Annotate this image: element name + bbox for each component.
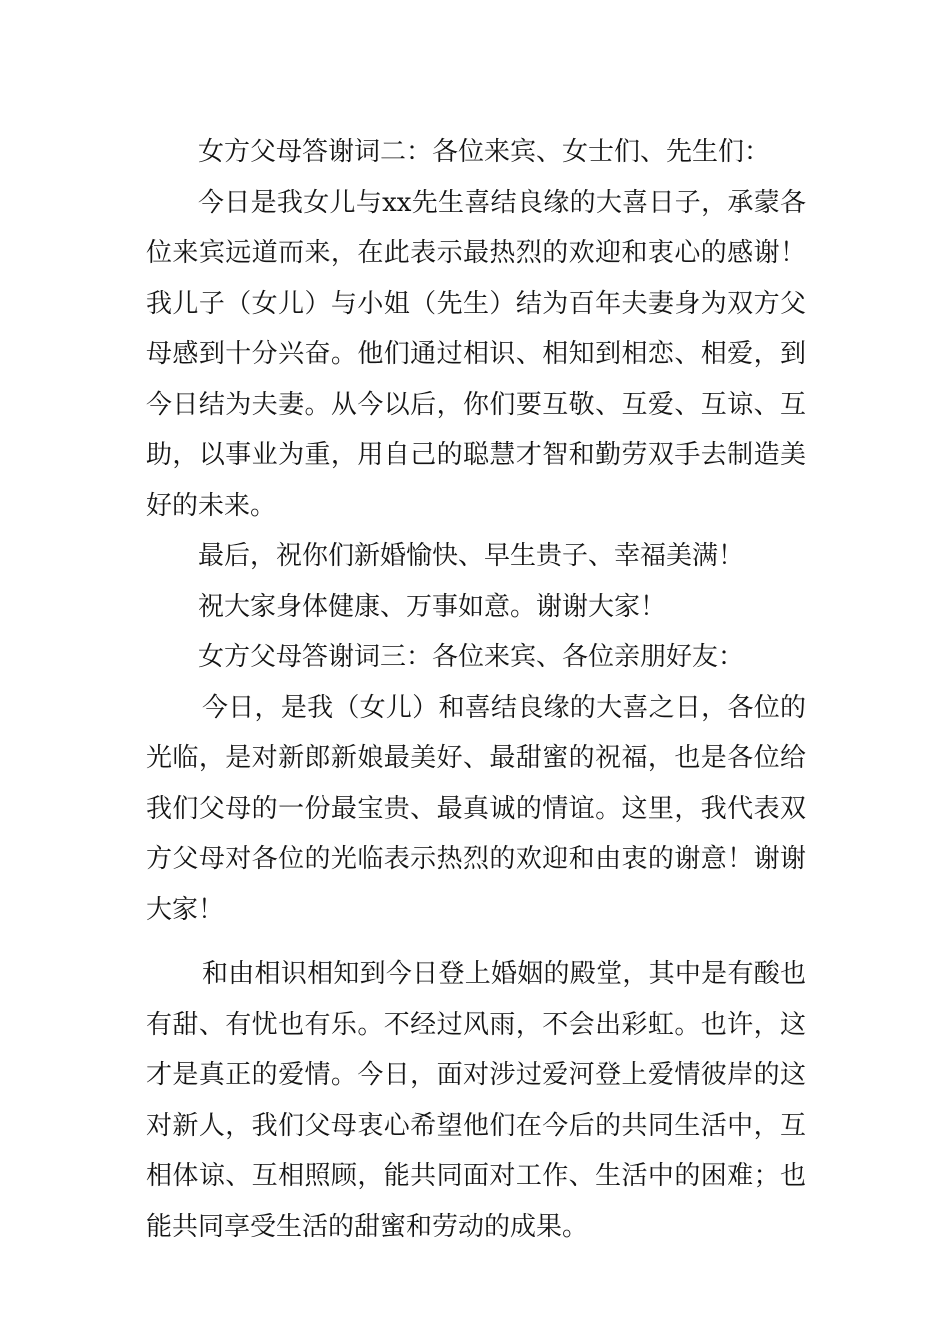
paragraph-heading-speech-two: 女方父母答谢词二：各位来宾、女士们、先生们： xyxy=(198,137,771,167)
paragraph-speech-three-continued: 和由相识相知到今日登上婚姻的殿堂，其中是有酸也有甜、有忧也有乐。不经过风雨，不会出彩虹。也许，这才是真正的爱情。今日，面对涉过爱河登上爱情彼岸的这对新人，我们父母衷心希望他们在今后的共同生活中，互相体谅、互相照顾，能共同面对工作、生活中的困难；也能共同享受生活的甜蜜和劳动的成果。 xyxy=(146,959,806,1242)
paragraph-speech-three-body: 今日，是我（女儿）和喜结良缘的大喜之日，各位的光临，是对新郎新娘最美好、最甜蜜的祝福，也是各位给我们父母的一份最宝贵、最真诚的情谊。这里，我代表双方父母对各位的光临表示热烈的欢迎和由衷的谢意！谢谢大家！ xyxy=(146,692,806,925)
document-body xyxy=(146,127,806,1252)
paragraph-heading-speech-three: 女方父母答谢词三：各位来宾、各位亲朋好友： xyxy=(198,642,745,672)
paragraph-closing-wish: 最后，祝你们新婚愉快、早生贵子、幸福美满！ xyxy=(198,541,745,571)
paragraph-speech-two-body: 今日是我女儿与xx先生喜结良缘的大喜日子，承蒙各位来宾远道而来，在此表示最热烈的欢迎和衷心的感谢！我儿子（女儿）与小姐（先生）结为百年夫妻身为双方父母感到十分兴奋。他们通过相识、相知到相恋、相爱，到今日结为夫妻。从今以后，你们要互敬、互爱、互谅、互助，以事业为重，用自己的聪慧才智和勤劳双手去制造美好的未来。 xyxy=(146,187,806,521)
paragraph-thanks: 祝大家身体健康、万事如意。谢谢大家！ xyxy=(198,591,667,622)
